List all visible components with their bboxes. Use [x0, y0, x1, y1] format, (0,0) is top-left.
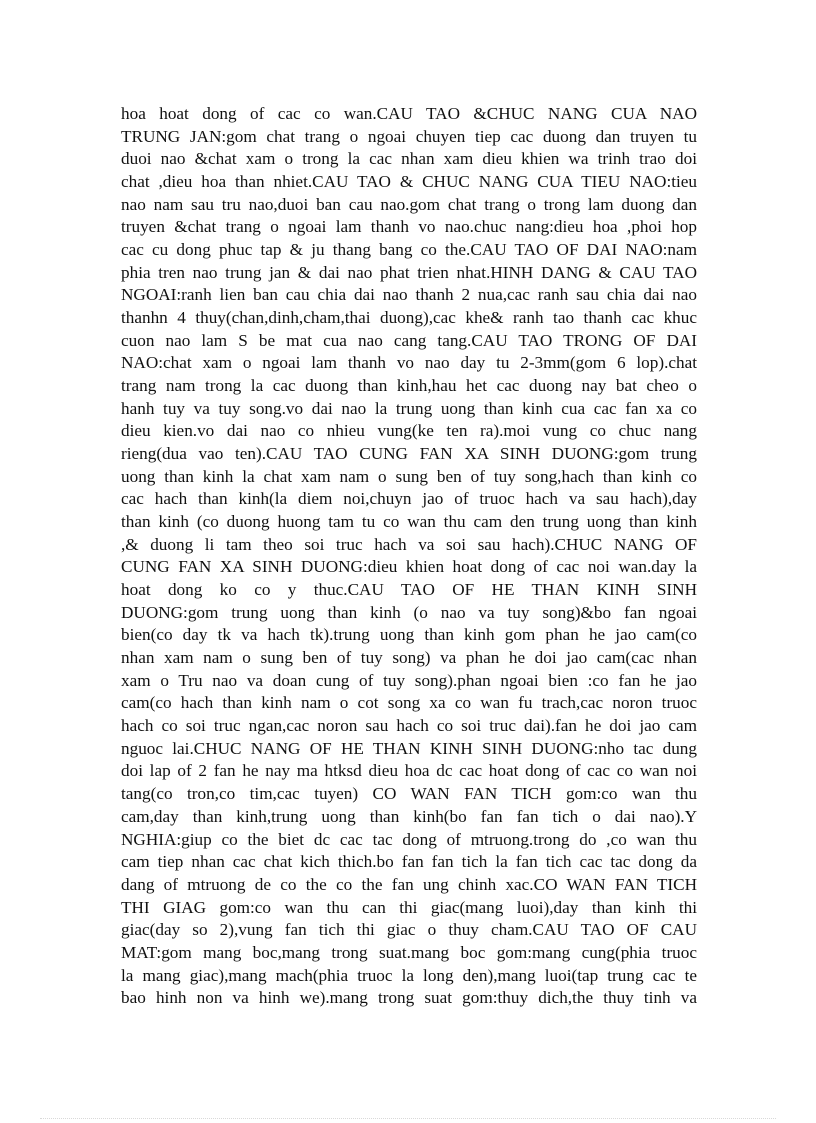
text-line: THI GIAG gom:co wan thu can thi giac(mang luoi),day than kinh thi — [121, 897, 697, 917]
text-line: uong than kinh la chat xam nam o sung ben of tuy song,hach than kinh co — [121, 466, 697, 486]
text-line: DUONG:gom trung uong than kinh (o nao va tuy song)&bo fan ngoai — [121, 602, 697, 622]
text-line: than kinh (co duong huong tam tu co wan thu cam den trung uong than kinh — [121, 512, 697, 532]
text-line: giac(day so 2),vung fan tich thi giac o thuy cham.CAU TAO OF CAU — [121, 920, 697, 940]
text-line: duoi nao &chat xam o trong la cac nhan xam dieu khien wa trinh trao doi — [121, 149, 697, 169]
text-line: nhan xam nam o sung ben of tuy song) va phan he doi jao cam(cac nhan — [121, 648, 697, 668]
text-line: doi lap of 2 fan he nay ma htksd dieu hoa dc cac hoat dong of cac co wan noi — [121, 761, 697, 781]
text-line: nao nam sau tru nao,duoi ban cau nao.gom chat trang o trong lam duong dan — [121, 194, 697, 214]
text-line: CUNG FAN XA SINH DUONG:dieu khien hoat dong of cac noi wan.day la — [121, 557, 697, 577]
text-line: hoa hoat dong of cac co wan.CAU TAO &CHUC NANG CUA NAO — [121, 104, 697, 123]
text-line: la mang giac),mang mach(phia truoc la long den),mang luoi(tap trung cac te — [121, 965, 697, 985]
text-line: NGHIA:giup co the biet dc cac tac dong of mtruong.trong do ,co wan thu — [121, 829, 697, 849]
text-line: cuon nao lam S be mat cua nao cang tang.CAU TAO TRONG OF DAI — [121, 330, 697, 350]
text-line: ,& duong li tam theo soi truc hach va soi sau hach).CHUC NANG OF — [121, 534, 697, 554]
text-line: cam tiep nhan cac chat kich thich.bo fan fan tich la fan tich cac tac dong da — [121, 852, 697, 872]
page-bottom-divider — [40, 1118, 776, 1119]
text-line: truyen &chat trang o ngoai lam thanh vo nao.chuc nang:dieu hoa ,phoi hop — [121, 217, 697, 237]
text-line: hach co soi truc ngan,cac noron sau hach co soi truc dai).fan he doi jao cam — [121, 716, 697, 736]
text-line: rieng(dua vao ten).CAU TAO CUNG FAN XA SINH DUONG:gom trung — [121, 444, 697, 464]
text-line: cac cu dong phuc tap & ju thang bang co the.CAU TAO OF DAI NAO:nam — [121, 240, 697, 260]
text-line: hanh tuy va tuy song.vo dai nao la trung uong than kinh cua cac fan xa co — [121, 398, 697, 418]
text-line: dang of mtruong de co the co the fan ung chinh xac.CO WAN FAN TICH — [121, 874, 697, 894]
text-line: TRUNG JAN:gom chat trang o ngoai chuyen tiep cac duong dan truyen tu — [121, 126, 697, 146]
text-line: NAO:chat xam o ngoai lam thanh vo nao day tu 2-3mm(gom 6 lop).chat — [121, 353, 697, 373]
text-line: hoat dong ko co y thuc.CAU TAO OF HE THAN KINH SINH — [121, 580, 697, 600]
text-line: cac hach than kinh(la diem noi,chuyn jao of truoc hach va sau hach),day — [121, 489, 697, 509]
text-line: cam(co hach than kinh nam o cot song xa co wan fu trach,cac noron truoc — [121, 693, 697, 713]
body-text — [121, 103, 697, 1010]
text-line: bao hinh non va hinh we).mang trong suat gom:thuy dich,the thuy tinh va — [121, 988, 697, 1008]
text-line: chat ,dieu hoa than nhiet.CAU TAO & CHUC NANG CUA TIEU NAO:tieu — [121, 172, 697, 192]
text-line: xam o Tru nao va doan cung of tuy song).phan ngoai bien :co fan he jao — [121, 670, 697, 690]
text-line: NGOAI:ranh lien ban cau chia dai nao thanh 2 nua,cac ranh sau chia dai nao — [121, 285, 697, 305]
text-line: thanhn 4 thuy(chan,dinh,cham,thai duong),cac khe& ranh tao thanh cac khuc — [121, 308, 697, 328]
text-line: trang nam trong la cac duong than kinh,hau het cac duong nay bat cheo o — [121, 376, 697, 396]
text-line: nguoc lai.CHUC NANG OF HE THAN KINH SINH DUONG:nho tac dung — [121, 738, 697, 758]
text-line: phia tren nao trung jan & dai nao phat trien nhat.HINH DANG & CAU TAO — [121, 262, 697, 282]
text-line: dieu kien.vo dai nao co nhieu vung(ke ten ra).moi vung co chuc nang — [121, 421, 697, 441]
text-line: cam,day than kinh,trung uong than kinh(bo fan fan tich o dai nao).Y — [121, 806, 697, 826]
text-line: bien(co day tk va hach tk).trung uong than kinh gom phan he jao cam(co — [121, 625, 697, 645]
text-line: tang(co tron,co tim,cac tuyen) CO WAN FAN TICH gom:co wan thu — [121, 784, 697, 804]
text-line: MAT:gom mang boc,mang trong suat.mang boc gom:mang cung(phia truoc — [121, 942, 697, 962]
